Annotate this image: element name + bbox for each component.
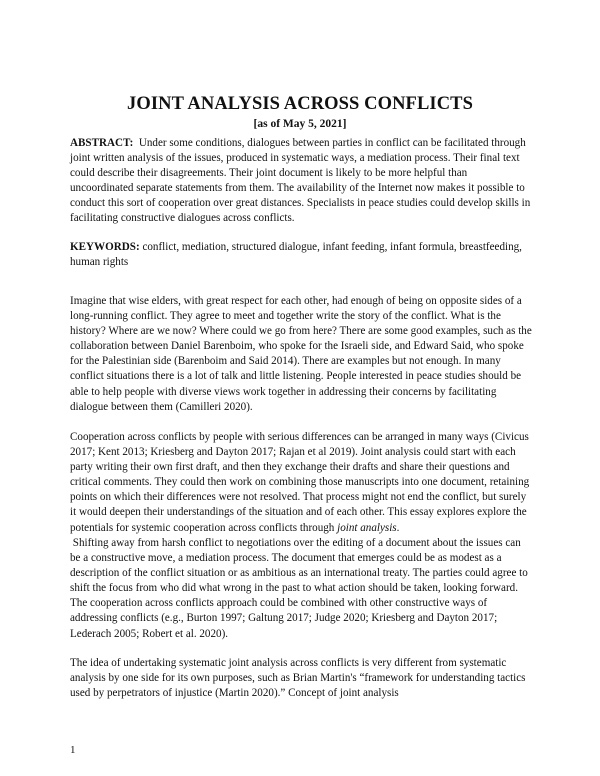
keywords [70,240,532,270]
abstract-label: ABSTRACT: [70,137,134,149]
keywords-label: KEYWORDS: [70,241,140,253]
keywords-text: conflict, mediation, structured dialogue, infant feeding, infant formula, breastfeeding, human rights [70,241,522,269]
paper-title: JOINT ANALYSIS ACROSS CONFLICTS [127,94,473,114]
paragraph-2-text: Cooperation across conflicts by people with serious differences can be arranged in many ways (Civicus 2017; Kent 2013; Kriesberg and Dayton 2017; Rajan et al 2019). Joint analysis could start with each party writing their own first draft, and then they exchange their drafts and share their questions and critical comments. They could then work on combining those manuscripts into one document, retaining points on which their differences were not resolved. That process might not end the conflict, but surely it would deepen their understandings of the situation and of each other. This essay explores explore the potentials for systemic cooperation across conflicts through [70,431,530,534]
paper-date: [as of May 5, 2021] [253,118,347,130]
paragraph-2-end: . [396,521,400,534]
abstract [70,136,532,227]
body-paragraph-2 [70,430,532,536]
paragraph-3-text: Shifting away from harsh conflict to negotiations over the editing of a document about the issues can be a constructive move, a mediation process. The document that emerges could be as modest as a description of the conflict situation or as ambitious as an international treaty. The parties could agree to shift the focus from who did what wrong in the past to what action should be taken, looking forward. The cooperation across conflicts approach could be combined with other constructive ways of addressing conflicts (e.g., Burton 1997; Galtung 2017; Judge 2020; Kriesberg and Dayton 2017; Lederach 2005; Robert et al. 2020). [70,537,528,640]
abstract-text: Under some conditions, dialogues between parties in conflict can be facilitated through joint written analysis of the issues, produced in systematic ways, a mediation process. Their final text could describe their disagreements. Their joint document is likely to be more helpful than uncoordinated separate statements from them. The availability of the Internet now makes it possible to conduct this sort of cooperation over great distances. Specialists in peace studies could develop skills in facilitating constructive dialogues across conflicts. [70,137,531,225]
page-number: 1 [70,744,76,756]
body-paragraph-3 [70,536,532,642]
body-paragraph-4: The idea of undertaking systematic joint analysis across conflicts is very different from systematic analysis by one side for its own purposes, such as Brian Martin's “framework for understanding tactics used by perpetrators of injustice (Martin 2020).” Concept of joint analysis [70,657,526,700]
body-paragraph-1: Imagine that wise elders, with great respect for each other, had enough of being on opposite sides of a long-running conflict. They agree to meet and together write the story of the conflict. What is the history? Where are we now? Where could we go from here? There are some good examples, such as the collaboration between Daniel Barenboim, who spoke for the Israeli side, and Edward Said, who spoke for the Palestinian side (Barenboim and Said 2014). There are examples but not enough. In many conflict situations there is a lot of talk and little listening. People interested in peace studies should be able to help people with diverse views work together in addressing their concerns by facilitating dialogue between them (Camilleri 2020). [70,295,532,413]
paragraph-2-emphasis: joint analysis [337,521,397,534]
